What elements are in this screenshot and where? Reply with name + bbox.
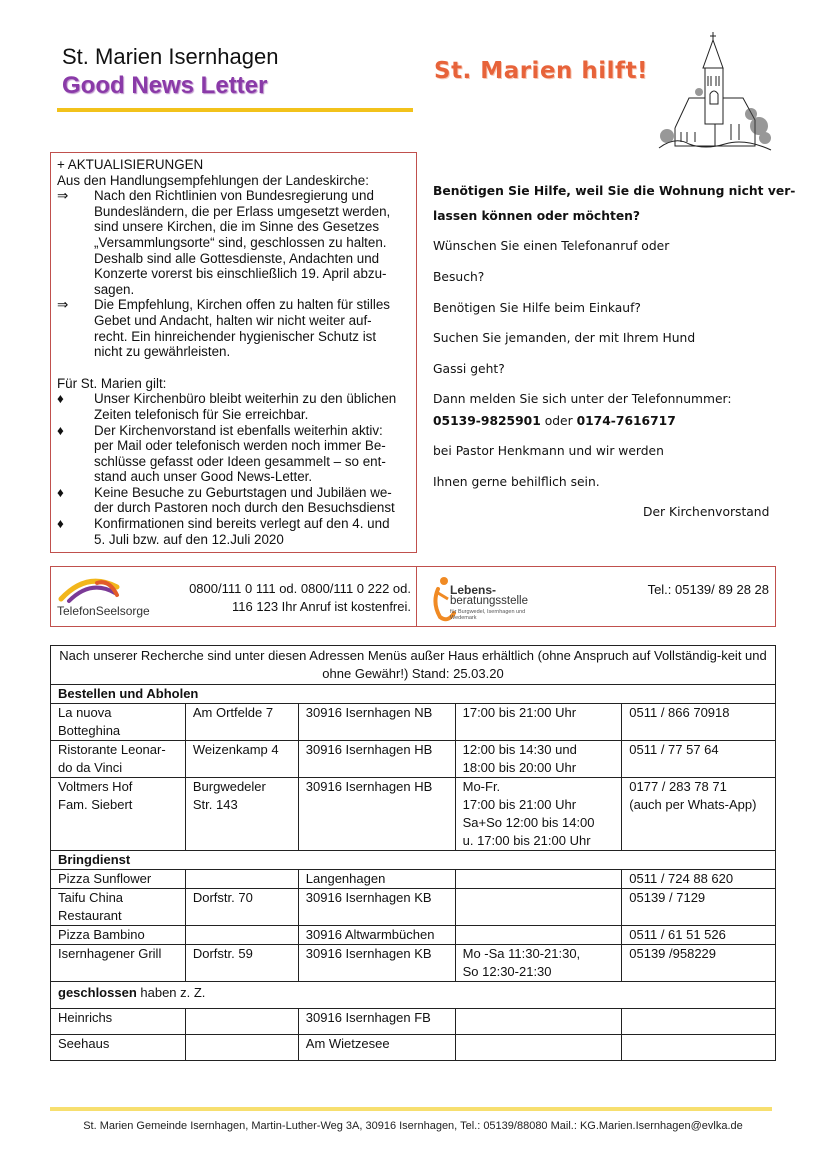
cell-line: 0177 / 283 78 71 <box>629 779 727 794</box>
cell-name <box>51 889 186 926</box>
list-line: recht. Ein hinreichender hygienischer Schutz ist <box>94 328 377 344</box>
cell-phone <box>622 889 776 926</box>
help-line: Wünschen Sie einen Telefonanruf oder <box>433 239 670 253</box>
cell-line: Taifu China <box>58 890 124 905</box>
cell-name <box>51 870 186 889</box>
cell-phone <box>622 1035 776 1061</box>
cell-line: 30916 Isernhagen FB <box>305 1010 431 1025</box>
cell-line: Dorfstr. 70 <box>192 890 253 905</box>
cell-line: La nuova <box>58 705 112 720</box>
telefonseelsorge-box <box>50 566 417 627</box>
cell-line: 17:00 bis 21:00 Uhr <box>462 797 577 812</box>
list-line: per Mail oder telefonisch werden noch immer Be- <box>94 438 386 454</box>
for-label: Für St. Marien gilt: <box>57 375 167 391</box>
cell-line <box>193 1035 291 1053</box>
cell-line: Langenhagen <box>305 871 386 886</box>
telefonseelsorge-line: 116 123 Ihr Anruf ist kostenfrei. <box>232 599 411 614</box>
updates-intro: Aus den Handlungsempfehlungen der Landeskirche: <box>57 172 369 188</box>
list-line: Konzerte vorerst bis einschließlich 19. April abzu- <box>94 266 387 282</box>
cell-street <box>185 926 298 945</box>
cell-line: Sa+So 12:00 bis 14:00 <box>462 815 595 830</box>
updates-box <box>50 152 417 553</box>
newsletter-title: Good News Letter <box>62 72 268 99</box>
list-line: sind unsere Kirchen, die im Sinne des Gesetzes <box>94 219 380 235</box>
table-row <box>51 926 776 945</box>
diamond-icon: ♦ <box>57 484 64 500</box>
list-line: Gebet und Andacht, halten wir nicht weiter auf- <box>94 312 372 328</box>
cell-line: do da Vinci <box>58 760 123 775</box>
cell-line: Seehaus <box>58 1036 110 1051</box>
help-phone-2[interactable]: 0174-7616717 <box>576 414 676 428</box>
help-question: lassen können oder möchten? <box>433 209 641 223</box>
list-line: stand auch unser Good News-Letter. <box>94 469 313 485</box>
cell-hours <box>455 945 622 982</box>
cell-line: Voltmers Hof <box>58 779 133 794</box>
list-item <box>57 423 410 485</box>
footer-text: St. Marien Gemeinde Isernhagen, Martin-Luther-Weg 3A, 30916 Isernhagen, Tel.: 05139/88080 Mail.: KG.Marien.Isernhagen@evlka.de <box>83 1120 743 1132</box>
cell-line: 0511 / 77 57 64 <box>629 742 719 757</box>
cell-hours <box>455 778 622 851</box>
cell-line: 17:00 bis 21:00 Uhr <box>462 705 577 720</box>
cell-line: Weizenkamp 4 <box>192 742 279 757</box>
cell-line: 0511 / 866 70918 <box>629 705 730 720</box>
table-row <box>51 1009 776 1035</box>
list-line: Deshalb sind alle Gottesdienste, Andachten und <box>94 250 380 266</box>
cell-line: 30916 Altwarmbüchen <box>305 927 435 942</box>
updates-heading: + AKTUALISIERUNGEN <box>57 157 204 172</box>
help-line: Gassi geht? <box>433 362 505 376</box>
list-item <box>57 485 410 516</box>
table-row <box>51 704 776 741</box>
help-line: Suchen Sie jemanden, der mit Ihrem Hund <box>433 331 696 345</box>
cell-line: 30916 Isernhagen NB <box>305 705 433 720</box>
cell-line: Burgwedeler <box>192 779 266 794</box>
cell-line: Fam. Siebert <box>58 797 133 812</box>
cell-city <box>298 704 455 741</box>
cell-name <box>51 1009 186 1035</box>
cell-phone <box>622 945 776 982</box>
cell-line: Mo-Fr. <box>462 779 501 794</box>
section-closed-rest: haben z. Z. <box>136 985 206 1000</box>
section-closed-bold: geschlossen <box>58 985 137 1000</box>
cell-phone <box>622 926 776 945</box>
menu-table <box>50 645 776 1061</box>
list-line: nicht zu gewährleisten. <box>94 344 231 360</box>
help-question: Benötigen Sie Hilfe, weil Sie die Wohnung nicht ver- <box>433 184 796 198</box>
cell-street <box>185 741 298 778</box>
cell-city <box>298 870 455 889</box>
church-icon <box>655 28 775 154</box>
help-line: Dann melden Sie sich unter der Telefonnummer: <box>433 392 732 406</box>
cell-hours <box>455 889 622 926</box>
list-line: Der Kirchenvorstand ist ebenfalls weiterhin aktiv: <box>94 422 383 438</box>
footer-divider <box>50 1107 772 1111</box>
cell-street <box>185 704 298 741</box>
table-row <box>51 778 776 851</box>
cell-city <box>298 889 455 926</box>
cell-line: 30916 Isernhagen KB <box>305 946 432 961</box>
table-row <box>51 945 776 982</box>
cell-city <box>298 778 455 851</box>
list-item <box>57 188 410 297</box>
help-phone-1[interactable]: 05139-9825901 <box>433 414 541 428</box>
cell-line: 0511 / 61 51 526 <box>629 927 726 942</box>
table-row <box>51 889 776 926</box>
cell-name <box>51 778 186 851</box>
diamond-icon: ♦ <box>57 391 64 407</box>
cell-city <box>298 926 455 945</box>
telefonseelsorge-name: TelefonSeelsorge <box>57 604 150 618</box>
cell-name <box>51 926 186 945</box>
lebensberatung-box <box>417 566 776 627</box>
cell-hours <box>455 704 622 741</box>
cell-line: 30916 Isernhagen KB <box>305 890 432 905</box>
table-row <box>51 870 776 889</box>
help-signature: Der Kirchenvorstand <box>643 505 770 519</box>
list-line: Nach den Richtlinien von Bundesregierung und <box>94 188 374 204</box>
cell-street <box>185 870 298 889</box>
list-line: sagen. <box>94 281 135 297</box>
cell-line: Pizza Sunflower <box>58 871 152 886</box>
cell-street <box>185 778 298 851</box>
lebensberatung-phone[interactable]: Tel.: 05139/ 89 28 28 <box>647 582 769 597</box>
list-line: „Versammlungsorte“ sind, geschlossen zu halten. <box>94 234 387 250</box>
list-line: Zeiten telefonisch für Sie erreichbar. <box>94 406 309 422</box>
help-or: oder <box>540 414 577 428</box>
list-line: Bundesländern, die per Erlass umgesetzt werden, <box>94 203 391 219</box>
section-heading: Bestellen und Abholen <box>51 685 776 704</box>
help-line: Benötigen Sie Hilfe beim Einkauf? <box>433 301 641 315</box>
cell-name <box>51 1035 186 1061</box>
page-title: St. Marien Isernhagen <box>62 44 279 69</box>
cell-city <box>298 945 455 982</box>
help-line: Besuch? <box>433 270 485 284</box>
cell-phone <box>622 870 776 889</box>
cell-phone <box>622 1009 776 1035</box>
section-heading: Bringdienst <box>51 851 776 870</box>
cell-phone <box>622 778 776 851</box>
cell-street <box>185 1009 298 1035</box>
cell-hours <box>455 1035 622 1061</box>
cell-hours <box>455 926 622 945</box>
cell-street <box>185 889 298 926</box>
cell-line: So 12:30-21:30 <box>462 964 552 979</box>
helps-heading: St. Marien hilft! <box>434 58 649 84</box>
cell-line <box>629 1009 768 1027</box>
table-row <box>51 1035 776 1061</box>
cell-line <box>193 870 291 888</box>
cell-line: Ristorante Leonar- <box>58 742 166 757</box>
cell-line: Restaurant <box>58 908 122 923</box>
cell-line <box>629 1035 768 1053</box>
cell-line: Isernhagener Grill <box>58 946 162 961</box>
cell-city <box>298 1035 455 1061</box>
cell-name <box>51 945 186 982</box>
cell-line: Mo -Sa 11:30-21:30, <box>462 946 581 961</box>
list-item <box>57 297 410 359</box>
cell-line: Botteghina <box>58 723 121 738</box>
cell-line <box>463 1035 615 1053</box>
cell-line: 18:00 bis 20:00 Uhr <box>462 760 577 775</box>
cell-name <box>51 741 186 778</box>
cell-line: 30916 Isernhagen HB <box>305 779 433 794</box>
cell-phone <box>622 704 776 741</box>
lebensberatung-name-1: Lebens- <box>450 583 497 597</box>
lebensberatung-subtitle: für Burgwedel, Isernhagen und Wedemark <box>450 609 526 621</box>
telefonseelsorge-numbers <box>189 580 411 616</box>
title-divider <box>57 108 413 112</box>
cell-city <box>298 741 455 778</box>
list-line: schlüsse gefasst oder Ideen gesammelt – so ent- <box>94 453 386 469</box>
list-item <box>57 516 410 547</box>
table-row <box>51 741 776 778</box>
list-line: 5. Juli bzw. auf den 12.Juli 2020 <box>94 531 284 547</box>
cell-line: u. 17:00 bis 21:00 Uhr <box>462 833 591 848</box>
telefonseelsorge-line: 0800/111 0 111 od. 0800/111 0 222 od. <box>189 581 411 596</box>
cell-line <box>193 1009 291 1027</box>
cell-line <box>193 926 291 944</box>
cell-phone <box>622 741 776 778</box>
arrow-icon: ⇒ <box>57 297 69 313</box>
list-line: Die Empfehlung, Kirchen offen zu halten für stilles <box>94 297 390 313</box>
cell-line: Str. 143 <box>192 797 238 812</box>
cell-line <box>463 870 615 888</box>
help-line: bei Pastor Henkmann und wir werden <box>433 444 664 458</box>
cell-line: 30916 Isernhagen HB <box>305 742 433 757</box>
cell-line: Heinrichs <box>58 1010 113 1025</box>
list-line: Konfirmationen sind bereits verlegt auf den 4. und <box>94 516 390 532</box>
cell-hours <box>455 741 622 778</box>
cell-hours <box>455 1009 622 1035</box>
lebensberatung-name-2: beratungsstelle <box>450 595 528 607</box>
list-line: der durch Pastoren noch durch den Besuchsdienst <box>94 500 395 516</box>
cell-line: Pizza Bambino <box>58 927 145 942</box>
arrow-icon: ⇒ <box>57 188 69 204</box>
cell-line: Dorfstr. 59 <box>192 946 253 961</box>
cell-line: 05139 /958229 <box>629 946 717 961</box>
cell-line <box>463 1009 615 1027</box>
cell-hours <box>455 870 622 889</box>
diamond-icon: ♦ <box>57 422 64 438</box>
cell-street <box>185 945 298 982</box>
section-heading <box>51 982 776 1009</box>
cell-line: 05139 / 7129 <box>629 890 706 905</box>
cell-line: (auch per Whats-App) <box>629 797 757 812</box>
help-line: Ihnen gerne behilflich sein. <box>433 475 600 489</box>
list-item <box>57 391 410 422</box>
cell-line: Am Wietzesee <box>305 1036 390 1051</box>
table-intro: Nach unserer Recherche sind unter diesen Adressen Menüs außer Haus erhältlich (ohne Anspruch auf Vollständig-keit und ohne Gewähr!) Stand: 25.03.20 <box>51 646 776 685</box>
diamond-icon: ♦ <box>57 516 64 532</box>
cell-name <box>51 704 186 741</box>
cell-line: Am Ortfelde 7 <box>192 705 274 720</box>
cell-line <box>463 889 615 907</box>
cell-line: 0511 / 724 88 620 <box>629 871 734 886</box>
cell-street <box>185 1035 298 1061</box>
cell-city <box>298 1009 455 1035</box>
list-line: Keine Besuche zu Geburtstagen und Jubiläen we- <box>94 484 392 500</box>
list-line: Unser Kirchenbüro bleibt weiterhin zu den üblichen <box>94 391 397 407</box>
cell-line <box>463 926 615 944</box>
cell-line: 12:00 bis 14:30 und <box>462 742 577 757</box>
